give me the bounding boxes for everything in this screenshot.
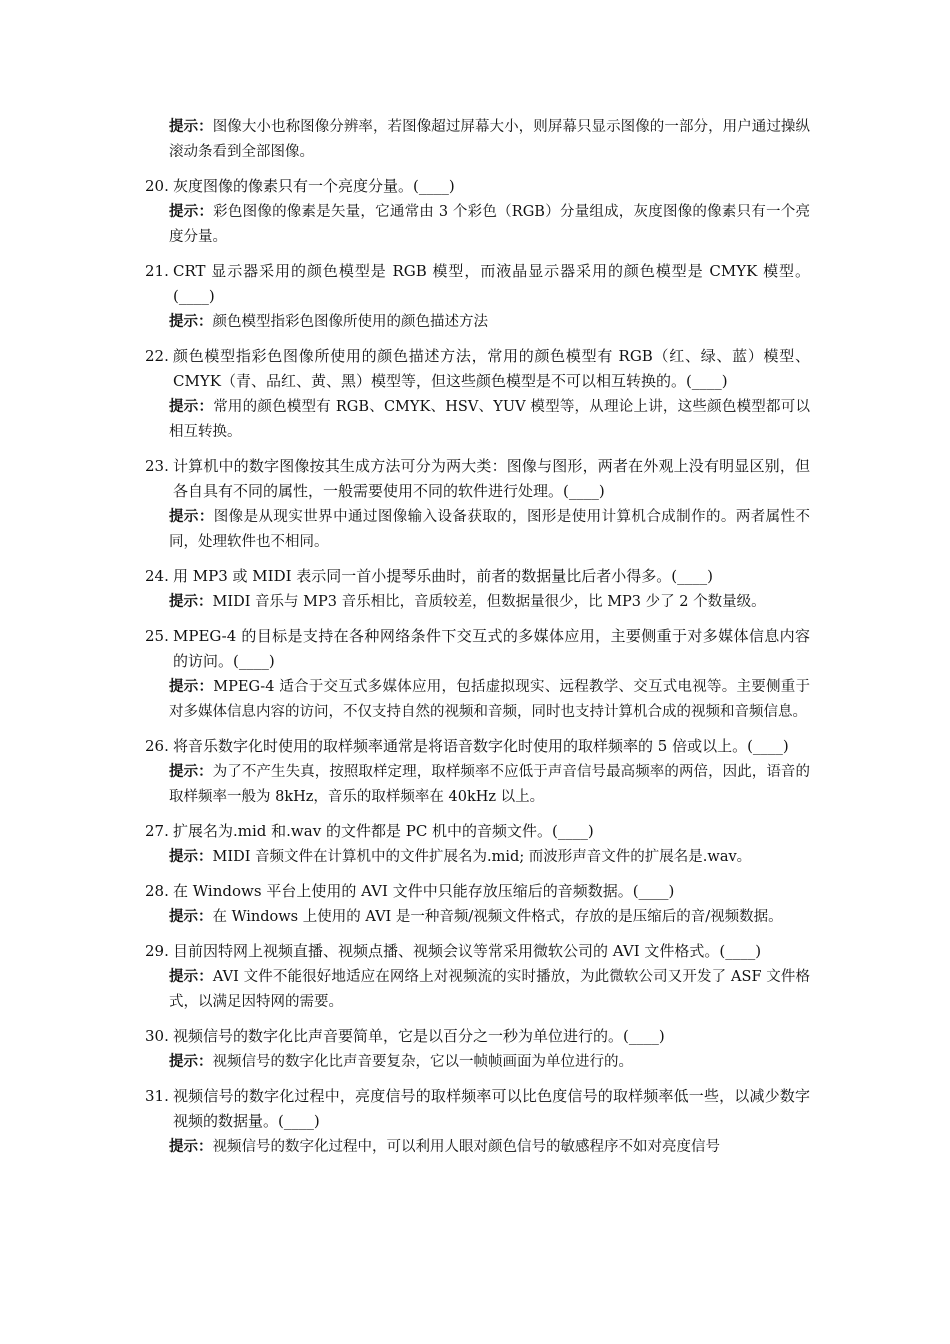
question-text: 目前因特网上视频直播、视频点播、视频会议等常采用微软公司的 AVI 文件格式。(____) (173, 942, 762, 960)
hint-text: 颜色模型指彩色图像所使用的颜色描述方法 (212, 314, 488, 330)
question-item (145, 939, 810, 1015)
question-item (145, 564, 810, 615)
question-hint (169, 1134, 810, 1160)
question-text-line (145, 819, 810, 844)
question-text: 视频信号的数字化比声音要简单，它是以百分之一秒为单位进行的。(____) (173, 1027, 665, 1045)
question-text-line (145, 259, 810, 309)
question-number: 21. (145, 262, 169, 280)
hint-label: 提示： (169, 908, 213, 925)
question-item (145, 454, 810, 555)
question-text: 颜色模型指彩色图像所使用的颜色描述方法，常用的颜色模型有 RGB（红、绿、蓝）模型、CMYK（青、品红、黄、黑）模型等，但这些颜色模型是不可以相互转换的。(____) (173, 347, 810, 390)
question-hint (169, 844, 810, 870)
question-text-line (145, 624, 810, 674)
question-text-line (145, 939, 810, 964)
hint-text: 为了不产生失真，按照取样定理，取样频率不应低于声音信号最高频率的两倍，因此，语音的取样频率一般为 8kHz，音乐的取样频率在 40kHz 以上。 (169, 764, 811, 805)
question-hint (169, 904, 810, 930)
question-number: 27. (145, 822, 169, 840)
hint-text: MIDI 音乐与 MP3 音乐相比，音质较差，但数据量很少，比 MP3 少了 2 个数量级。 (212, 594, 766, 610)
question-text-line (145, 174, 810, 199)
hint-text: 图像是从现实世界中通过图像输入设备获取的，图形是使用计算机合成制作的。两者属性不同，处理软件也不相同。 (169, 509, 810, 550)
question-text-line (145, 1084, 810, 1134)
question-text: 计算机中的数字图像按其生成方法可分为两大类：图像与图形，两者在外观上没有明显区别，但各自具有不同的属性，一般需要使用不同的软件进行处理。(____) (173, 457, 810, 500)
question-hint (169, 589, 810, 615)
hint-label: 提示： (169, 1138, 213, 1155)
question-number: 30. (145, 1027, 169, 1045)
question-text-line (145, 564, 810, 589)
question-text-line (145, 344, 810, 394)
question-item (145, 259, 810, 335)
question-item (145, 1084, 810, 1160)
question-item (145, 174, 810, 250)
question-text: 扩展名为.mid 和.wav 的文件都是 PC 机中的音频文件。(____) (173, 822, 594, 840)
hint-label: 提示： (169, 1053, 213, 1070)
question-item (145, 879, 810, 930)
question-hint (169, 674, 810, 725)
question-item (145, 624, 810, 725)
question-hint (169, 199, 810, 250)
question-text: 用 MP3 或 MIDI 表示同一首小提琴乐曲时，前者的数据量比后者小得多。(____) (173, 567, 714, 585)
question-text: 在 Windows 平台上使用的 AVI 文件中只能存放压缩后的音频数据。(____) (173, 882, 675, 900)
question-number: 29. (145, 942, 169, 960)
question-item (145, 734, 810, 810)
question-text: 灰度图像的像素只有一个亮度分量。(____) (173, 177, 455, 195)
hint-text: 在 Windows 上使用的 AVI 是一种音频/视频文件格式，存放的是压缩后的音/视频数据。 (212, 909, 783, 925)
question-item (145, 344, 810, 445)
question-text-line (145, 454, 810, 504)
hint-text: 常用的颜色模型有 RGB、CMYK、HSV、YUV 模型等，从理论上讲，这些颜色模型都可以相互转换。 (169, 399, 810, 440)
hint-label: 提示： (169, 593, 213, 610)
question-text: 将音乐数字化时使用的取样频率通常是将语音数字化时使用的取样频率的 5 倍或以上。(____) (173, 737, 789, 755)
question-hint (169, 504, 810, 555)
hint-label: 提示： (169, 848, 213, 865)
question-number: 23. (145, 457, 169, 475)
hint-label: 提示： (169, 313, 213, 330)
question-hint (169, 1049, 810, 1075)
leading-hint (169, 114, 810, 165)
question-number: 28. (145, 882, 169, 900)
hint-text: MPEG-4 适合于交互式多媒体应用，包括虚拟现实、远程教学、交互式电视等。主要侧重于对多媒体信息内容的访问，不仅支持自然的视频和音频，同时也支持计算机合成的视频和音频信息。 (169, 679, 810, 720)
question-number: 26. (145, 737, 169, 755)
hint-text: 图像大小也称图像分辨率，若图像超过屏幕大小，则屏幕只显示图像的一部分，用户通过操纵滚动条看到全部图像。 (169, 119, 811, 160)
question-text-line (145, 734, 810, 759)
question-hint (169, 964, 810, 1015)
question-text: 视频信号的数字化过程中，亮度信号的取样频率可以比色度信号的取样频率低一些，以减少数字视频的数据量。(____) (173, 1087, 810, 1130)
question-number: 31. (145, 1087, 169, 1105)
question-text-line (145, 879, 810, 904)
hint-label: 提示： (169, 678, 214, 695)
question-number: 24. (145, 567, 169, 585)
hint-label: 提示： (169, 398, 214, 415)
hint-label: 提示： (169, 508, 214, 525)
question-item (145, 1024, 810, 1075)
question-hint (169, 394, 810, 445)
hint-text: 视频信号的数字化过程中，可以利用人眼对颜色信号的敏感程序不如对亮度信号 (212, 1139, 720, 1155)
hint-label: 提示： (169, 203, 214, 220)
question-text: MPEG-4 的目标是支持在各种网络条件下交互式的多媒体应用，主要侧重于对多媒体信息内容的访问。(____) (173, 627, 810, 670)
question-list (145, 114, 810, 1160)
question-text: CRT 显示器采用的颜色模型是 RGB 模型，而液晶显示器采用的颜色模型是 CMYK 模型。(____) (173, 262, 810, 305)
hint-label: 提示： (169, 763, 213, 780)
hint-label: 提示： (169, 968, 213, 985)
question-hint (169, 759, 810, 810)
question-number: 25. (145, 627, 169, 645)
hint-label: 提示： (169, 118, 213, 135)
hint-text: 视频信号的数字化比声音要复杂，它以一帧帧画面为单位进行的。 (212, 1054, 633, 1070)
question-text-line (145, 1024, 810, 1049)
hint-text: MIDI 音频文件在计算机中的文件扩展名为.mid; 而波形声音文件的扩展名是.wav。 (212, 849, 752, 865)
question-hint (169, 309, 810, 335)
hint-text: AVI 文件不能很好地适应在网络上对视频流的实时播放，为此微软公司又开发了 ASF 文件格式，以满足因特网的需要。 (169, 969, 810, 1010)
question-item (145, 819, 810, 870)
hint-text: 彩色图像的像素是矢量，它通常由 3 个彩色（RGB）分量组成，灰度图像的像素只有一个亮度分量。 (169, 204, 810, 245)
question-number: 22. (145, 347, 169, 365)
question-number: 20. (145, 177, 169, 195)
